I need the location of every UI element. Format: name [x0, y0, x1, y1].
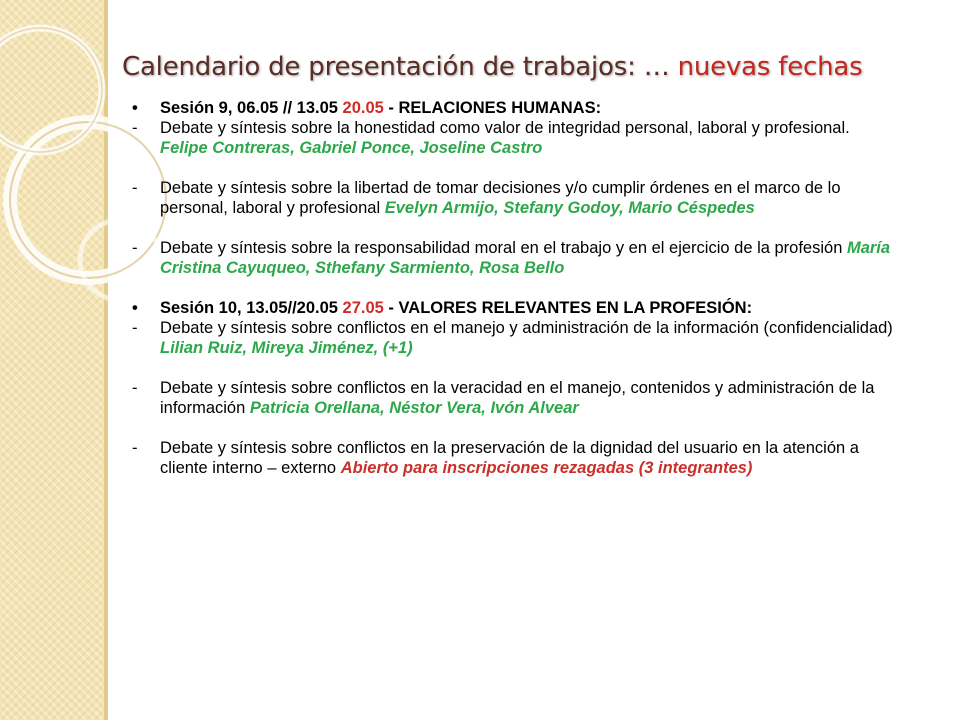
- dash-marker: -: [132, 179, 138, 197]
- item-text: Debate y síntesis sobre conflictos en la veracidad en el manejo, contenidos y administración de la información: [160, 379, 875, 417]
- session-10-heading: [128, 298, 898, 318]
- session-9-heading: [128, 98, 898, 118]
- item-text: Debate y síntesis sobre la honestidad como valor de integridad personal, laboral y profesional.: [160, 119, 850, 137]
- item-text: Debate y síntesis sobre la responsabilidad moral en el trabajo y en el ejercicio de la profesión: [160, 239, 847, 257]
- item-names: Felipe Contreras, Gabriel Ponce, Joseline Castro: [160, 139, 543, 157]
- list-item: [128, 318, 898, 358]
- item-names: Patricia Orellana, Néstor Vera, Ivón Alvear: [249, 399, 579, 417]
- session-9-new-date: 20.05: [342, 99, 384, 117]
- list-item: [128, 438, 898, 478]
- content-body: [128, 98, 898, 478]
- item-names: Lilian Ruiz, Mireya Jiménez, (+1): [160, 339, 413, 357]
- bullet-marker: •: [132, 99, 138, 117]
- bullet-marker: •: [132, 299, 138, 317]
- item-names: Evelyn Armijo, Stefany Godoy, Mario Céspedes: [384, 199, 755, 217]
- item-open-slot: Abierto para inscripciones rezagadas (3 integrantes): [340, 459, 753, 477]
- item-text: Debate y síntesis sobre la libertad de tomar decisiones y/o cumplir órdenes en el marco de lo personal, laboral y profesional: [160, 179, 841, 217]
- dash-marker: -: [132, 439, 138, 457]
- dash-marker: -: [132, 379, 138, 397]
- session-10-prefix: Sesión 10, 13.05//20.05: [160, 299, 343, 317]
- list-item: [128, 238, 898, 278]
- list-item: [128, 178, 898, 218]
- title-highlight: nuevas fechas: [677, 52, 863, 82]
- dash-marker: -: [132, 119, 138, 137]
- dash-marker: -: [132, 239, 138, 257]
- list-item: [128, 118, 898, 158]
- session-9-prefix: Sesión 9, 06.05 // 13.05: [160, 99, 343, 117]
- session-10-new-date: 27.05: [342, 299, 384, 317]
- session-9-suffix: - RELACIONES HUMANAS:: [383, 99, 602, 117]
- item-text: Debate y síntesis sobre conflictos en la preservación de la dignidad del usuario en la atención a cliente interno – externo: [160, 439, 859, 477]
- page-title: [122, 52, 862, 82]
- list-item: [128, 378, 898, 418]
- dash-marker: -: [132, 319, 138, 337]
- title-main: Calendario de presentación de trabajos: …: [122, 52, 678, 82]
- item-names: María Cristina Cayuqueo, Sthefany Sarmiento, Rosa Bello: [160, 239, 891, 277]
- session-10-suffix: - VALORES RELEVANTES EN LA PROFESIÓN:: [383, 299, 753, 317]
- item-text: Debate y síntesis sobre conflictos en el manejo y administración de la información (confidencialidad): [160, 319, 893, 337]
